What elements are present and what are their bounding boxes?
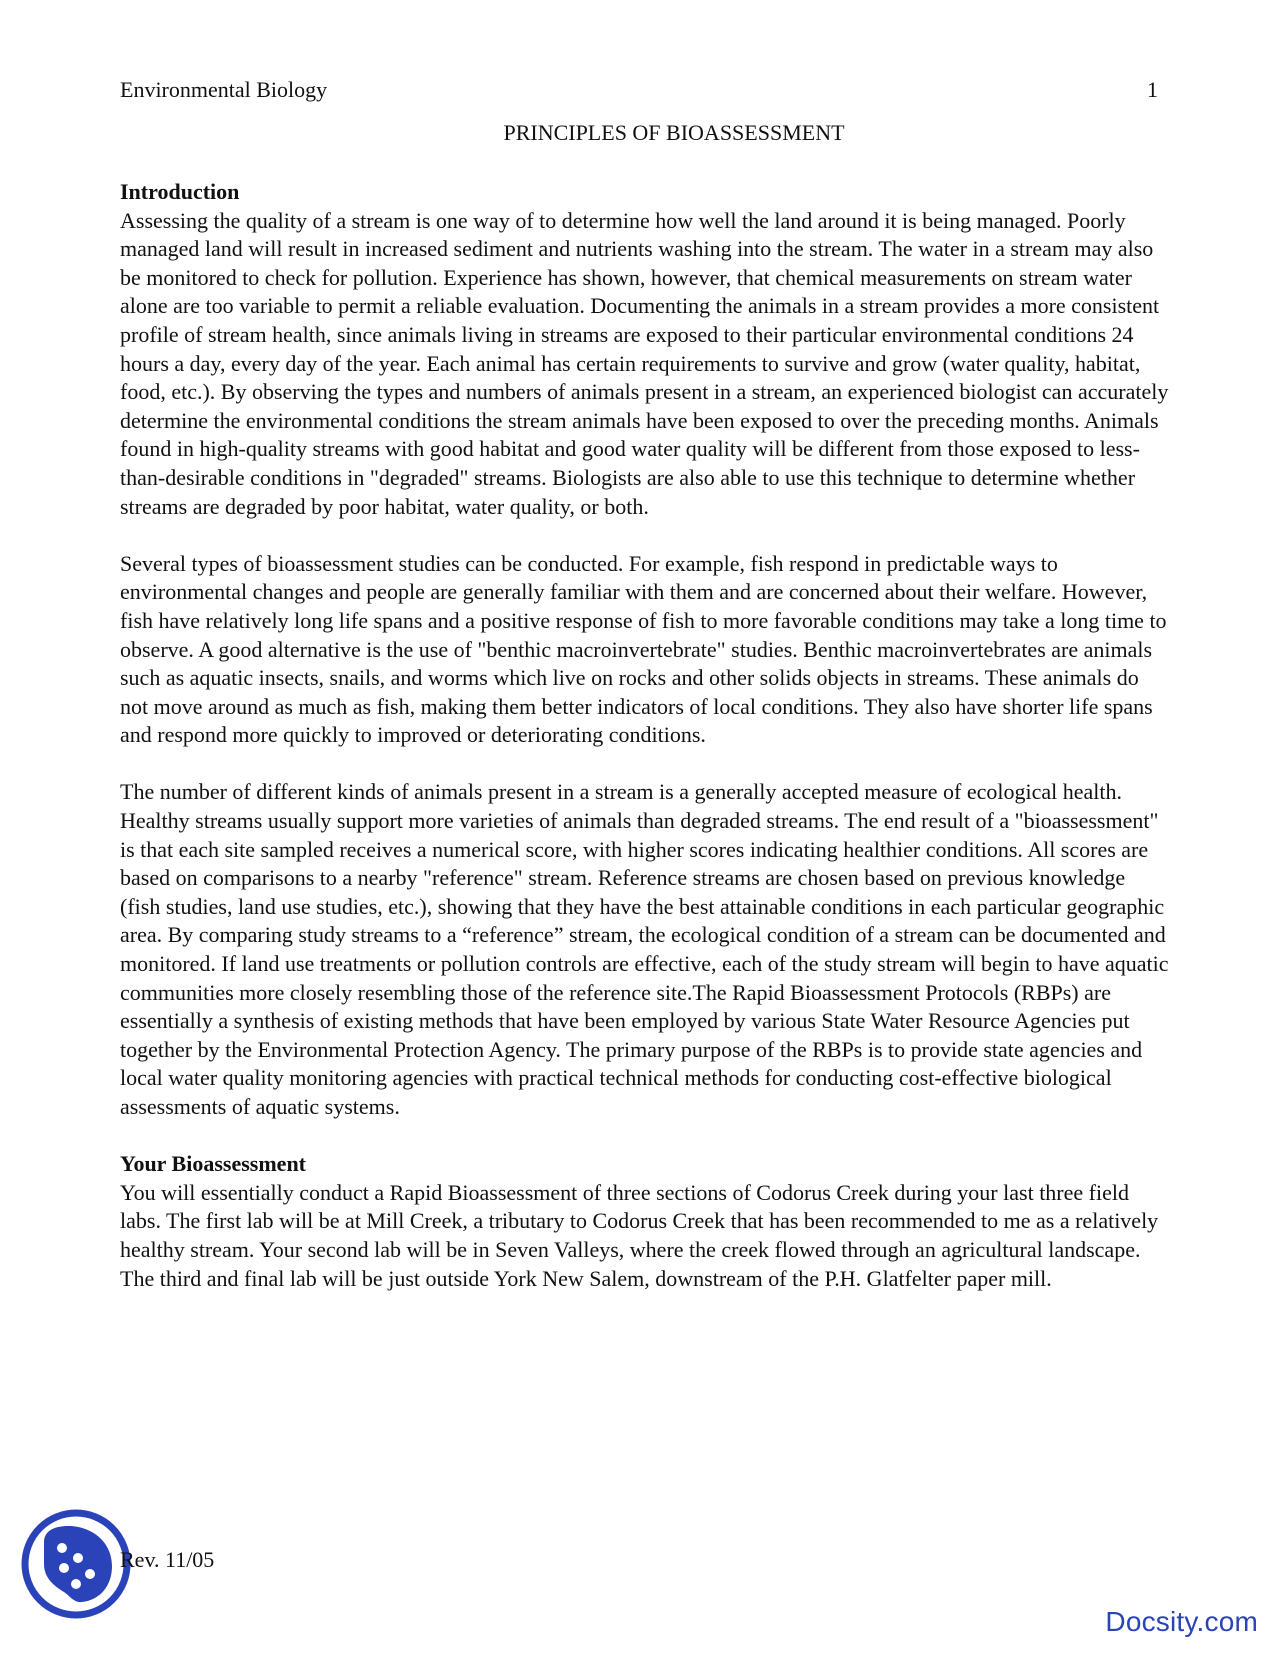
docsity-brand-link[interactable]: Docsity.com xyxy=(1105,1606,1258,1637)
docsity-logo-graphic xyxy=(20,1508,132,1620)
course-name: Environmental Biology xyxy=(120,77,328,102)
docsity-logo-icon[interactable] xyxy=(20,1508,132,1620)
section-heading-your-bioassessment: Your Bioassessment xyxy=(120,1151,307,1177)
paragraph-bioassessment-1: You will essentially conduct a Rapid Bioassessment of three sections of Codorus Creek during your last three field labs. The first lab will be at Mill Creek, a tributary to Codorus Creek that has been recommended to me as a relatively healthy stream. Your second lab will be in Seven Valleys, where the creek flowed through an agricultural landscape. The third and final lab will be just outside York New Salem, downstream of the P.H. Glatfelter paper mill. xyxy=(120,1179,1159,1291)
paragraph-intro-1: Assessing the quality of a stream is one way of to determine how well the land around it is being managed. Poorly managed land will result in increased sediment and nutrients washing into the stream. The water in a stream may also be monitored to check for pollution. Experience has shown, however, that chemical measurements on stream water alone are too variable to permit a reliable evaluation. Documenting the animals in a stream provides a more consistent profile of stream health, since animals living in streams are exposed to their particular environmental conditions 24 hours a day, every day of the year. Each animal has certain requirements to survive and grow (water quality, habitat, food, etc.). By observing the types and numbers of animals present in a stream, an experienced biologist can accurately determine the environmental conditions the stream animals have been exposed to over the preceding months. Animals found in high-quality streams with good habitat and good water quality will be different from those exposed to less-than-desirable conditions in "degraded" streams. Biologists are also able to use this technique to determine whether streams are degraded by poor habitat, water quality, or both. xyxy=(120,207,1169,519)
paragraph-intro-3: The number of different kinds of animals present in a stream is a generally accepted measure of ecological health. Healthy streams usually support more varieties of animals than degraded streams. The end result of a "bioassessment" is that each site sampled receives a numerical score, with higher scores indicating healthier conditions. All scores are based on comparisons to a nearby "reference" stream. Reference streams are chosen based on previous knowledge (fish studies, land use studies, etc.), showing that they have the best attainable conditions in each particular geographic area. By comparing study streams to a “reference” stream, the ecological condition of a stream can be documented and monitored. If land use treatments or pollution controls are effective, each of the study stream will begin to have aquatic communities more closely resembling those of the reference site.The Rapid Bioassessment Protocols (RBPs) are essentially a synthesis of existing methods that have been employed by various State Water Resource Agencies put together by the Environmental Protection Agency. The primary purpose of the RBPs is to provide state agencies and local water quality monitoring agencies with practical technical methods for conducting cost-effective biological assessments of aquatic systems. xyxy=(120,779,1169,1119)
page-number: 1 xyxy=(1147,77,1158,102)
document-body xyxy=(120,178,1170,1322)
section-heading-introduction: Introduction xyxy=(120,179,240,204)
paragraph-intro-2: Several types of bioassessment studies can be conducted. For example, fish respond in predictable ways to environmental changes and people are generally familiar with them and are concerned about their welfare. However, fish have relatively long life spans and a positive response of fish to more favorable conditions may take a long time to observe. A good alternative is the use of "benthic macroinvertebrate" studies. Benthic macroinvertebrates are animals such as aquatic insects, snails, and worms which live on rocks and other solids objects in streams. These animals do not move around as much as fish, making them better indicators of local conditions. They also have shorter life spans and respond more quickly to improved or deteriorating conditions. xyxy=(120,550,1167,748)
revision-note: Rev. 11/05 xyxy=(120,1547,215,1572)
document-title: PRINCIPLES OF BIOASSESSMENT xyxy=(503,120,845,145)
